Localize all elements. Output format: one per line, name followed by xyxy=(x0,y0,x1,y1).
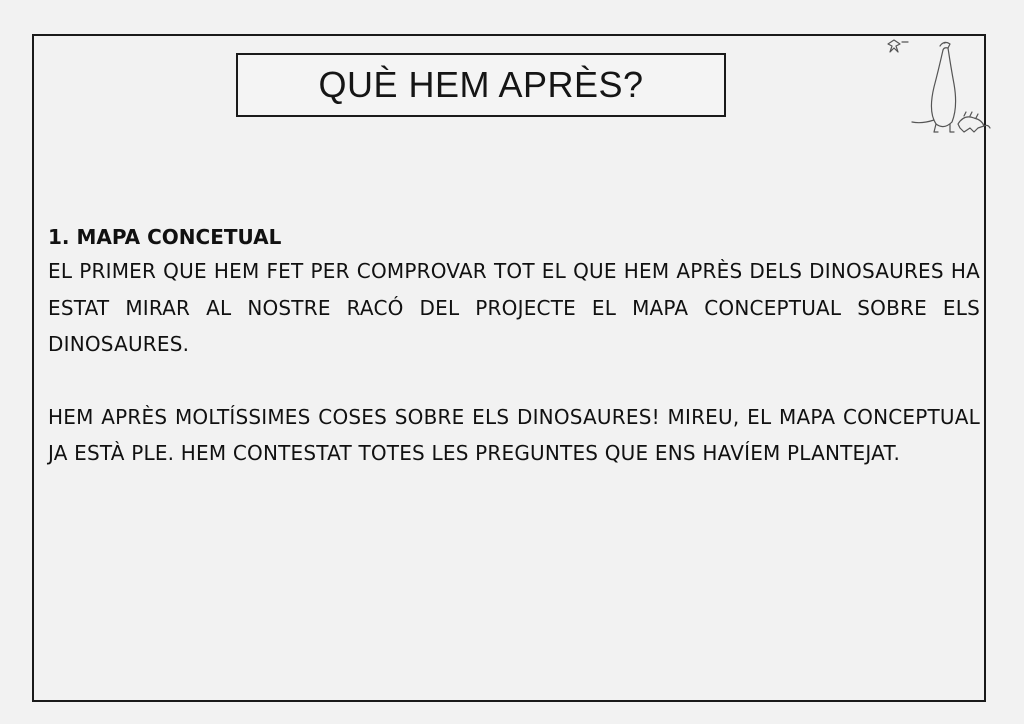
content-section xyxy=(48,221,980,472)
dinosaur-drawing-icon xyxy=(878,32,993,142)
page-title: QUÈ HEM APRÈS? xyxy=(318,64,644,105)
paragraph-1: EL PRIMER QUE HEM FET PER COMPROVAR TOT EL QUE HEM APRÈS DELS DINOSAURES HA ESTAT MIRAR AL NOSTRE RACÓ DEL PROJECTE EL MAPA CONCEPTUAL SOBRE ELS DINOSAURES. xyxy=(48,259,980,356)
title-box xyxy=(236,53,726,117)
section-heading: 1. MAPA CONCETUAL xyxy=(48,225,282,249)
paragraph-2: HEM APRÈS MOLTÍSSIMES COSES SOBRE ELS DINOSAURES! MIREU, EL MAPA CONCEPTUAL JA ESTÀ PLE. HEM CONTESTAT TOTES LES PREGUNTES QUE ENS HAVÍEM PLANTEJAT. xyxy=(48,404,980,465)
